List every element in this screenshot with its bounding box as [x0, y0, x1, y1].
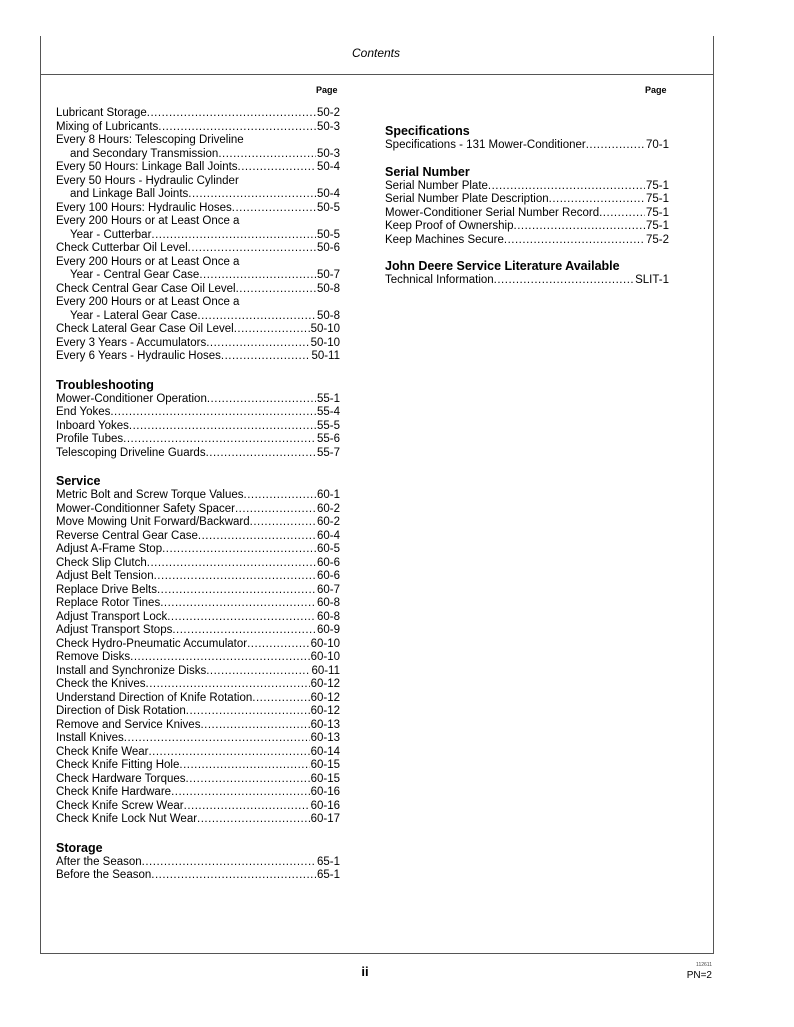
toc-entry [56, 678, 340, 692]
toc-entry-title: Profile Tubes [56, 433, 124, 445]
dot-leader [235, 503, 316, 517]
toc-entry [56, 161, 340, 175]
toc-entry-title: Every 6 Years - Hydraulic Hoses [56, 350, 221, 362]
toc-entry-title: Check Knife Lock Nut Wear [56, 813, 198, 825]
toc-entry-page: 65-1 [316, 869, 340, 881]
dot-leader [148, 746, 309, 760]
toc-entry-title: Remove and Service Knives [56, 718, 201, 731]
toc-entry [56, 543, 340, 557]
toc-entry-page: 60-12 [310, 678, 340, 690]
toc-entry [56, 433, 340, 447]
toc-entry-page: 50-5 [316, 228, 340, 241]
toc-entry [56, 557, 340, 571]
toc-entry-page: 75-1 [645, 193, 669, 205]
toc-entry-title: Check Central Gear Case Oil Level [56, 282, 236, 295]
dot-leader [206, 447, 316, 461]
toc-entry-title: Check the Knives [56, 678, 146, 690]
dot-leader [218, 148, 316, 162]
toc-entry [56, 188, 340, 202]
dot-leader [221, 350, 311, 364]
toc-entry [56, 134, 340, 148]
dot-leader [504, 234, 645, 248]
dot-leader [199, 269, 316, 283]
toc-entry [56, 732, 340, 746]
dot-leader [488, 180, 645, 194]
toc-entry-page: 50-5 [316, 201, 340, 214]
toc-entry-page: 60-8 [316, 610, 340, 623]
dot-leader [494, 274, 634, 288]
specifications-heading: Specifications [385, 124, 470, 138]
footer-pn: PN=2 [686, 970, 712, 981]
toc-entry-page: 60-6 [316, 570, 340, 582]
toc-entry [385, 207, 669, 221]
toc-entry-title: Replace Drive Belts [56, 583, 157, 596]
dot-leader [146, 678, 310, 692]
toc-entry-page: 60-10 [310, 637, 340, 650]
toc-entry-page: 55-7 [316, 446, 340, 459]
dot-leader [206, 665, 310, 679]
toc-entry-page: 65-1 [316, 855, 340, 868]
toc-entry [56, 665, 340, 679]
toc-entry-page: 60-6 [316, 556, 340, 569]
toc-entry-title: Inboard Yokes [56, 419, 129, 432]
toc-entry-title: Check Knife Fitting Hole [56, 759, 180, 771]
toc-entry [56, 638, 340, 652]
toc-entry-title: Every 200 Hours or at Least Once a [56, 255, 240, 268]
dot-leader [129, 420, 316, 434]
toc-entry-page: 55-6 [316, 433, 340, 445]
toc-entry-page: 75-2 [645, 233, 669, 246]
toc-entry-page: 60-13 [310, 732, 340, 744]
toc-entry [56, 350, 340, 364]
dot-leader [186, 773, 310, 787]
toc-entry [56, 283, 340, 297]
toc-entry-page: 60-13 [310, 718, 340, 731]
toc-entry [56, 296, 340, 310]
toc-entry [385, 139, 669, 153]
toc-entry [385, 274, 669, 288]
footer-page-number: ii [361, 964, 369, 979]
toc-entry [56, 856, 340, 870]
toc-entry-title: Every 200 Hours or at Least Once a [56, 296, 240, 308]
toc-entry-page: 50-7 [316, 269, 340, 281]
dot-leader [197, 813, 310, 827]
toc-entry-title: Technical Information [385, 274, 494, 286]
toc-entry-page: 50-10 [310, 336, 340, 349]
toc-entry-title: Direction of Disk Rotation [56, 705, 186, 717]
toc-entry [56, 337, 340, 351]
dot-leader [514, 220, 645, 234]
toc-entry-title: Mower-Conditioner Operation [56, 392, 207, 405]
toc-entry-title: Check Lateral Gear Case Oil Level [56, 323, 234, 335]
serial-number-heading: Serial Number [385, 164, 470, 179]
toc-entry-page: 60-17 [310, 813, 340, 825]
toc-entry-page: 50-6 [316, 242, 340, 254]
dot-leader [130, 651, 309, 665]
toc-entry-title: Understand Direction of Knife Rotation [56, 691, 253, 704]
dot-leader [188, 242, 316, 256]
dot-leader [123, 433, 316, 447]
storage-heading: Storage [56, 840, 103, 855]
dot-leader [151, 869, 316, 883]
dot-leader [172, 624, 316, 638]
storage-list [56, 856, 340, 883]
toc-entry-page: 60-12 [310, 705, 340, 717]
toc-entry-page: 75-1 [645, 220, 669, 232]
toc-entry [56, 530, 340, 544]
toc-entry [56, 570, 340, 584]
toc-entry [56, 692, 340, 706]
toc-entry-title: Specifications - 131 Mower-Conditioner [385, 139, 586, 151]
toc-entry-title: Every 200 Hours or at Least Once a [56, 215, 240, 227]
toc-entry [56, 393, 340, 407]
toc-entry [56, 786, 340, 800]
toc-entry-title: Every 8 Hours: Telescoping Driveline [56, 134, 244, 146]
toc-entry [56, 215, 340, 229]
dot-leader [188, 188, 316, 202]
toc-entry-title: Check Hydro-Pneumatic Accumulator [56, 637, 248, 650]
toc-entry [385, 220, 669, 234]
toc-entry-title: Adjust A-Frame Stop [56, 543, 163, 555]
toc-entry-page: 50-3 [316, 147, 340, 160]
dot-leader [599, 207, 645, 221]
dot-leader [234, 323, 310, 337]
toc-entry-title: and Secondary Transmission [70, 147, 219, 160]
toc-entry-title: Check Hardware Torques [56, 772, 186, 785]
dot-leader [236, 283, 316, 297]
dot-leader [151, 229, 316, 243]
toc-entry [56, 869, 340, 883]
toc-entry [56, 759, 340, 773]
service-list [56, 489, 340, 827]
toc-entry [56, 175, 340, 189]
service-heading: Service [56, 474, 101, 488]
toc-entry-page: 50-8 [316, 309, 340, 322]
dot-leader [160, 597, 316, 611]
dot-leader [162, 543, 316, 557]
toc-entry-page: 60-5 [316, 543, 340, 555]
dot-leader [198, 530, 316, 544]
toc-entry-title: Mixing of Lubricants [56, 120, 159, 133]
dot-leader [247, 638, 309, 652]
toc-entry-title: Mower-Conditioner Serial Number Record [385, 206, 600, 219]
page-column-label-left: Page [316, 85, 338, 95]
dot-leader [157, 584, 316, 598]
toc-entry-title: Replace Rotor Tines [56, 597, 161, 609]
toc-entry-page: 50-11 [311, 350, 340, 362]
toc-entry-title: Reverse Central Gear Case [56, 529, 198, 542]
dot-leader [197, 310, 316, 324]
toc-entry-title: Year - Central Gear Case [70, 269, 200, 281]
dot-leader [124, 732, 310, 746]
toc-entry-title: Before the Season [56, 869, 152, 881]
toc-entry [56, 624, 340, 638]
serial-number-list [385, 180, 669, 248]
toc-entry [56, 584, 340, 598]
toc-entry-title: Metric Bolt and Screw Torque Values [56, 489, 244, 501]
toc-entry [56, 651, 340, 665]
toc-entry-page: 60-12 [310, 691, 340, 704]
toc-entry-title: Serial Number Plate Description [385, 193, 549, 205]
toc-entry-page: 55-5 [316, 419, 340, 432]
toc-entry-title: Every 50 Hours - Hydraulic Cylinder [56, 174, 239, 187]
toc-entry-page: 50-4 [316, 161, 340, 173]
toc-entry [56, 242, 340, 256]
dot-leader [184, 800, 310, 814]
dot-leader [244, 489, 316, 503]
toc-entry-page: 60-11 [311, 664, 340, 677]
toc-entry [56, 406, 340, 420]
toc-entry-page: 70-1 [645, 139, 669, 151]
toc-entry-page: 60-2 [316, 516, 340, 528]
toc-entry [385, 180, 669, 194]
toc-entry-title: Serial Number Plate [385, 179, 488, 192]
toc-entry-title: Check Knife Wear [56, 745, 149, 758]
toc-entry-page: 60-1 [316, 489, 340, 501]
toc-entry-title: Install and Synchronize Disks [56, 664, 207, 677]
literature-list [385, 274, 669, 288]
toc-entry-title: Telescoping Driveline Guards [56, 446, 206, 459]
toc-entry-page: 60-10 [310, 651, 340, 663]
footer-code: 112611 [696, 962, 712, 968]
toc-entry [56, 269, 340, 283]
dot-leader [147, 557, 316, 571]
toc-entry [56, 489, 340, 503]
dot-leader [232, 202, 316, 216]
toc-entry [56, 229, 340, 243]
toc-entry-page: 60-14 [310, 745, 340, 758]
toc-entry-title: Lubricant Storage [56, 107, 147, 119]
toc-entry-page: 50-10 [310, 323, 340, 335]
toc-entry-page: 60-7 [316, 583, 340, 596]
dot-leader [549, 193, 645, 207]
toc-entry-page: 60-2 [316, 502, 340, 515]
right-column [385, 124, 669, 288]
toc-entry-page: 60-15 [310, 772, 340, 785]
toc-entry [56, 773, 340, 787]
toc-entry-title: Adjust Transport Lock [56, 610, 168, 623]
toc-entry [56, 121, 340, 135]
page-column-label-right: Page [645, 85, 667, 95]
toc-entry-page: 60-15 [310, 759, 340, 771]
toc-entry-title: Keep Proof of Ownership [385, 220, 514, 232]
dot-leader [147, 107, 316, 121]
dot-leader [250, 516, 316, 530]
toc-entry-title: Mower-Conditionner Safety Spacer [56, 502, 235, 515]
toc-entry-title: Remove Disks [56, 651, 131, 663]
dot-leader [200, 719, 309, 733]
toc-entry-title: Check Slip Clutch [56, 556, 147, 569]
toc-entry-page: 60-16 [310, 799, 340, 812]
toc-entry-page: 75-1 [645, 206, 669, 219]
dot-leader [179, 759, 309, 773]
lubrication-list [56, 107, 340, 364]
page-title: Contents [351, 46, 401, 60]
toc-entry-page: 75-1 [645, 179, 669, 192]
dot-leader [586, 139, 645, 153]
dot-leader [158, 121, 316, 135]
toc-entry-page: 55-4 [316, 406, 340, 418]
toc-entry-title: and Linkage Ball Joints [70, 188, 189, 200]
toc-entry-title: Move Mowing Unit Forward/Backward [56, 516, 250, 528]
toc-entry-title: Check Knife Hardware [56, 786, 172, 798]
toc-entry [56, 323, 340, 337]
dot-leader [167, 611, 316, 625]
dot-leader [154, 570, 316, 584]
toc-entry-title: Check Knife Screw Wear [56, 799, 184, 812]
toc-entry-page: SLIT-1 [635, 274, 669, 286]
toc-entry-title: Keep Machines Secure [385, 233, 504, 246]
toc-entry [56, 516, 340, 530]
toc-entry [56, 705, 340, 719]
toc-entry [385, 193, 669, 207]
toc-entry-page: 60-4 [316, 529, 340, 542]
toc-entry [56, 813, 340, 827]
toc-entry [56, 447, 340, 461]
toc-entry-page: 50-8 [316, 282, 340, 295]
toc-entry [56, 107, 340, 121]
toc-entry [56, 503, 340, 517]
dot-leader [207, 393, 316, 407]
left-column [56, 107, 340, 883]
toc-entry-page: 50-2 [316, 107, 340, 119]
dot-leader [110, 406, 316, 420]
toc-entry [385, 234, 669, 248]
toc-entry-page: 60-16 [310, 786, 340, 798]
toc-entry [56, 420, 340, 434]
toc-entry-page: 55-1 [316, 392, 340, 405]
toc-entry [56, 611, 340, 625]
toc-entry [56, 256, 340, 270]
dot-leader [171, 786, 310, 800]
toc-entry-title: Check Cutterbar Oil Level [56, 242, 188, 254]
dot-leader [142, 856, 316, 870]
toc-entry-title: Adjust Belt Tension [56, 570, 154, 582]
toc-entry [56, 597, 340, 611]
toc-entry [56, 800, 340, 814]
dot-leader [238, 161, 316, 175]
toc-entry-page: 50-3 [316, 120, 340, 133]
toc-entry-page: 50-4 [316, 188, 340, 200]
toc-entry-page: 60-9 [316, 624, 340, 636]
specifications-list [385, 139, 669, 153]
toc-entry [56, 310, 340, 324]
dot-leader [252, 692, 309, 706]
toc-entry [56, 746, 340, 760]
toc-entry-title: After the Season [56, 855, 142, 868]
troubleshooting-list [56, 393, 340, 461]
toc-entry-title: Year - Lateral Gear Case [70, 309, 198, 322]
toc-entry-title: End Yokes [56, 406, 111, 418]
toc-entry-page: 60-8 [316, 597, 340, 609]
dot-leader [186, 705, 310, 719]
toc-entry-title: Every 100 Hours: Hydraulic Hoses [56, 201, 232, 214]
toc-entry [56, 148, 340, 162]
toc-entry-title: Year - Cutterbar [70, 228, 152, 241]
toc-entry-title: Every 50 Hours: Linkage Ball Joints [56, 161, 238, 173]
troubleshooting-heading: Troubleshooting [56, 377, 154, 392]
toc-entry [56, 202, 340, 216]
toc-entry-title: Every 3 Years - Accumulators [56, 336, 207, 349]
dot-leader [206, 337, 309, 351]
toc-entry [56, 719, 340, 733]
literature-heading: John Deere Service Literature Available [385, 259, 620, 273]
toc-entry-title: Adjust Transport Stops [56, 624, 173, 636]
toc-entry-title: Install Knives [56, 732, 124, 744]
